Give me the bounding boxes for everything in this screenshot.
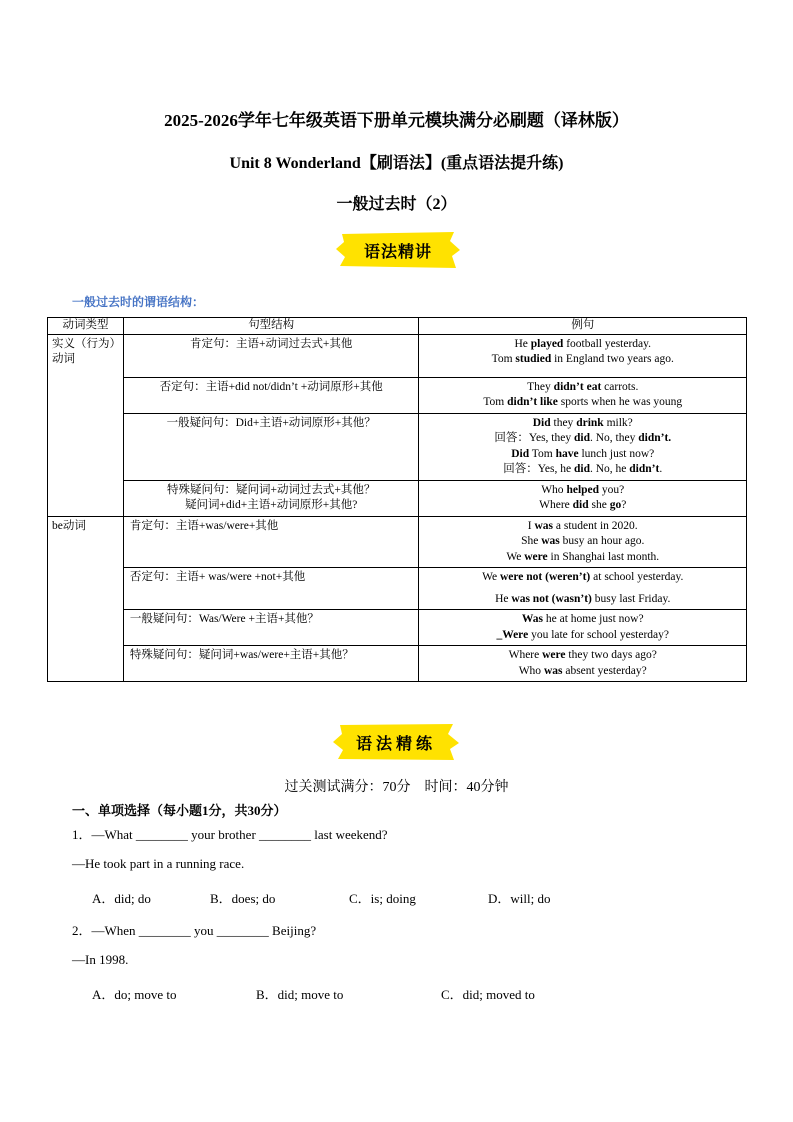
example-sentence: Tom didn’t like sports when he was young [483,396,683,408]
table-header-cell: 动词类型 [48,318,124,335]
example-sentence: Did they drink milk? [532,416,633,429]
example-sentence: Tom studied in England two years ago. [491,353,674,365]
table-row [48,568,747,610]
verb-type-cell [48,516,124,682]
table-row [48,377,747,413]
example-cell [419,516,747,568]
pattern-text: 特殊疑问句：疑问词+动词过去式+其他？ [166,483,376,496]
example-sentence: Where did she go? [539,499,627,511]
example-sentence: 回答：Yes, they did. No, they didn’t. [494,432,672,444]
example-sentence: 回答：Yes, he did. No, he didn’t. [503,463,663,475]
pattern-text: 疑问词+did+主语+动词原形+其他? [185,499,358,511]
pattern-text: 特殊疑问句：疑问词+was/were+主语+其他？ [129,649,354,661]
pattern-text: 一般疑问句：Did+主语+动词原形+其他？ [166,416,376,429]
option-b[interactable]: B．did; move to [256,987,344,1002]
option-b[interactable]: B．does; do [210,891,276,906]
pattern-text: 肯定句：主语+was/were+其他 [129,519,279,532]
pattern-text: 肯定句：主语+动词过去式+其他 [189,337,353,350]
option-a[interactable]: A．did; do [92,891,151,906]
example-sentence: Who was absent yesterday? [518,664,647,677]
structure-heading: 一般过去时的谓语结构： [72,295,205,309]
example-sentence: Was he at home just now? [521,613,644,625]
pattern-cell [123,646,419,682]
option-d[interactable]: D．will; do [488,891,551,906]
table-row [48,516,747,568]
example-cell [419,334,747,377]
verb-type-cell [48,334,124,516]
grammar-table [47,317,747,682]
example-sentence: He was not (wasn’t) busy last Friday. [495,592,671,605]
example-sentence: We were in Shanghai last month. [506,550,660,563]
verb-type-label: 实义（行为）动词 [52,337,116,365]
document-title: 2025-2026学年七年级英语下册单元模块满分必刷题（译林版） [164,111,629,130]
option-c[interactable]: C．is; doing [349,891,416,906]
example-cell [419,568,747,610]
pattern-text: 否定句：主语+did not/didn’t +动词原形+其他 [159,380,383,393]
option-c[interactable]: C．did; moved to [441,987,535,1002]
example-cell [419,413,747,480]
pattern-cell [123,413,419,480]
pattern-cell [123,610,419,646]
section-heading: 一、单项选择（每小题1分，共30分） [72,803,287,818]
example-sentence: Did Tom have lunch just now? [511,447,655,460]
test-info: 过关测试满分：70分 时间：40分钟 [284,780,509,795]
example-sentence: I was a student in 2020. [527,519,638,532]
table-header-cell: 句型结构 [123,318,419,335]
grammar-lecture-banner [336,232,460,268]
table-row [48,334,747,377]
verb-type-label: be动词 [52,519,86,532]
question-reply: —He took part in a running race. [72,856,245,871]
pattern-text: 否定句：主语+ was/were +not+其他 [129,571,306,583]
example-cell [419,646,747,682]
grammar-practice-banner [333,724,459,760]
document-topic: 一般过去时（2） [336,196,457,213]
pattern-cell [123,568,419,610]
example-sentence: She was busy an hour ago. [521,535,645,547]
table-row [48,646,747,682]
example-sentence: Where were they two days ago? [508,649,657,661]
question-stem: 1．—What ________ your brother ________ last weekend? [72,827,388,842]
example-sentence: Who helped you? [541,483,625,496]
question-stem: 2．—When ________ you ________ Beijing? [72,923,317,938]
pattern-cell [123,377,419,413]
document-subtitle: Unit 8 Wonderland【刷语法】(重点语法提升练) [229,155,564,172]
table-header-cell: 例句 [419,318,747,335]
pattern-cell [123,334,419,377]
example-sentence: They didn’t eat carrots. [527,380,639,393]
pattern-text: 一般疑问句：Was/Were +主语+其他？ [129,613,319,625]
example-cell [419,610,747,646]
example-sentence: We were not (weren’t) at school yesterday. [482,571,684,583]
example-sentence: _Were you late for school yesterday? [496,628,670,641]
question-reply: —In 1998. [72,952,129,967]
option-a[interactable]: A．do; move to [92,987,177,1002]
grammar-practice-label: 语法精练 [355,734,436,753]
example-sentence: He played football yesterday. [514,337,652,350]
table-header-row [48,318,747,335]
pattern-cell [123,480,419,516]
pattern-cell [123,516,419,568]
table-row [48,610,747,646]
grammar-lecture-label: 语法精讲 [363,242,432,261]
table-row [48,480,747,516]
example-cell [419,377,747,413]
example-cell [419,480,747,516]
table-row [48,413,747,480]
